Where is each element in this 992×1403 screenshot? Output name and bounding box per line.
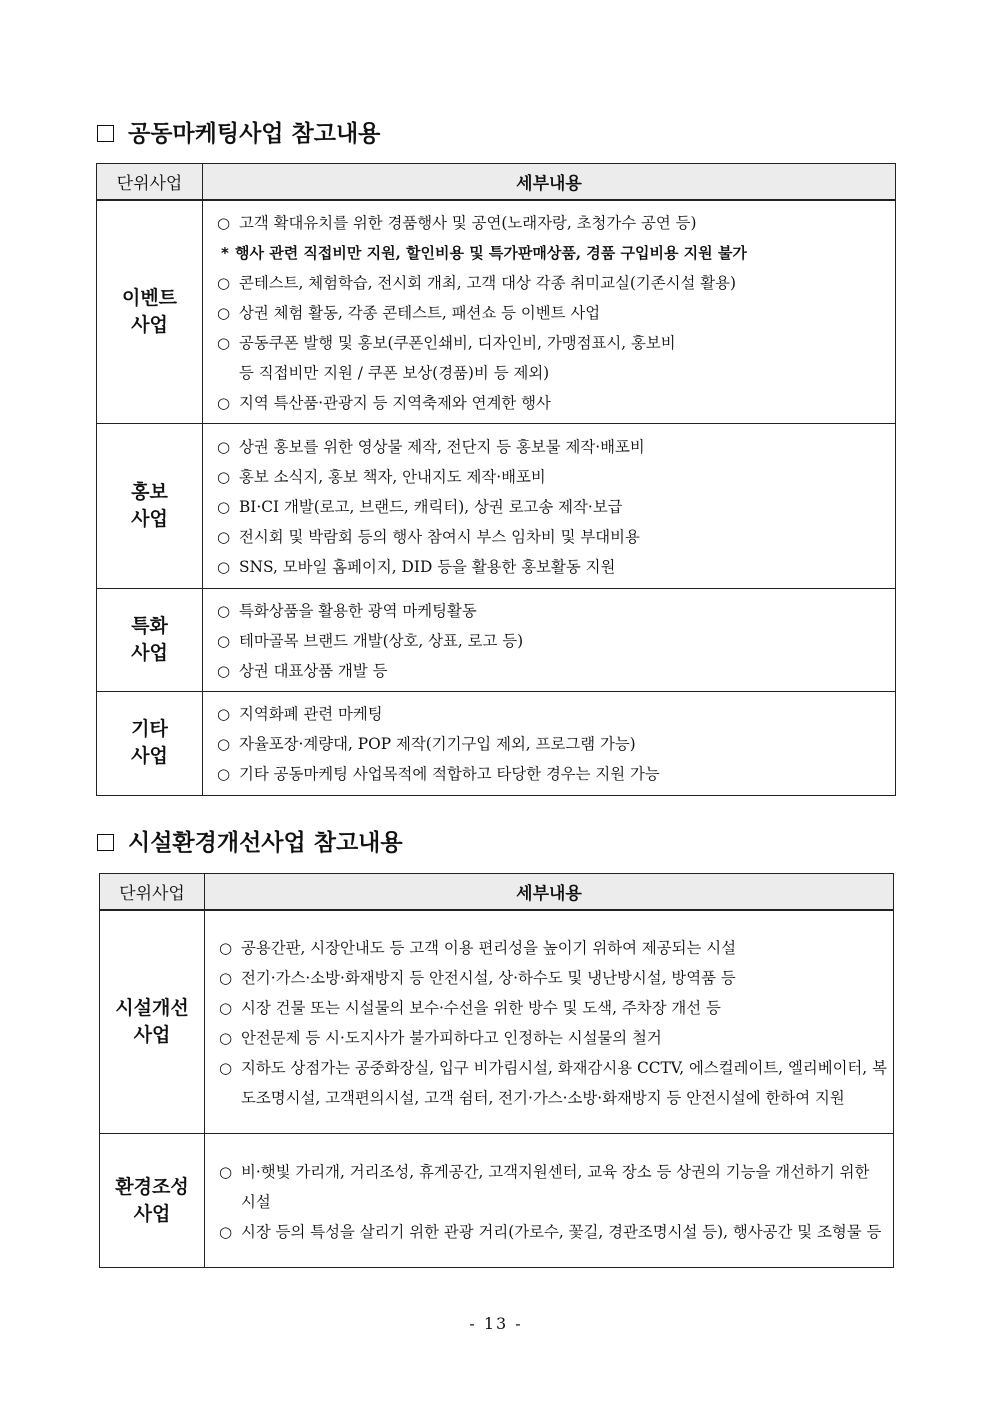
list-item: ○ 전기·가스·소방·화재방지 등 안전시설, 상·하수도 및 냉난방시설, 방역품 등 xyxy=(215,963,887,993)
section-marketing-title: 공동마케팅사업 참고내용 xyxy=(128,121,381,147)
circle-bullet-icon: ○ xyxy=(219,1162,233,1181)
list-item: ○ 홍보 소식지, 홍보 책자, 안내지도 제작·배포비 xyxy=(213,462,889,492)
circle-bullet-icon: ○ xyxy=(217,557,231,576)
circle-bullet-icon: ○ xyxy=(217,273,231,292)
circle-bullet-icon: ○ xyxy=(217,393,231,412)
list-item: ○ 상권 대표상품 개발 등 xyxy=(213,656,889,686)
table-row-special xyxy=(97,588,896,691)
circle-bullet-icon: ○ xyxy=(217,303,231,322)
circle-bullet-icon: ○ xyxy=(217,765,231,783)
circle-bullet-icon: ○ xyxy=(217,705,231,723)
list-item: ○ 비·햇빛 가리개, 거리조성, 휴게공간, 고객지원센터, 교육 장소 등 상권의 기능을 개선하기 위한 시설 xyxy=(215,1157,887,1217)
section-facility-heading xyxy=(97,824,403,857)
circle-bullet-icon: ○ xyxy=(217,631,231,650)
list-item: ○ 공동쿠폰 발행 및 홍보(쿠폰인쇄비, 디자인비, 가맹점표시, 홍보비 xyxy=(213,328,889,358)
category-environment: 환경조성 사업 xyxy=(100,1134,205,1268)
details-promotion xyxy=(203,423,896,588)
marketing-reference-table xyxy=(96,163,896,796)
circle-bullet-icon: ○ xyxy=(219,1222,233,1241)
circle-bullet-icon: ○ xyxy=(217,213,231,232)
list-item: ○ 기타 공동마케팅 사업목적에 적합하고 타당한 경우는 지원 가능 xyxy=(213,759,889,789)
details-special xyxy=(203,588,896,691)
circle-bullet-icon: ○ xyxy=(217,527,231,546)
list-item: ○ 테마골목 브랜드 개발(상호, 상표, 로고 등) xyxy=(213,626,889,656)
details-facility xyxy=(205,910,894,1134)
category-event: 이벤트 사업 xyxy=(97,200,203,424)
header-details: 세부내용 xyxy=(203,164,896,200)
circle-bullet-icon: ○ xyxy=(219,968,233,987)
list-item: ○ BI·CI 개발(로고, 브랜드, 캐릭터), 상권 로고송 제작·보급 xyxy=(213,492,889,522)
list-item: ○ 시장 등의 특성을 살리기 위한 관광 거리(가로수, 꽃길, 경관조명시설 등), 행사공간 및 조형물 등 xyxy=(215,1217,887,1247)
note-item: * 행사 관련 직접비만 지원, 할인비용 및 특가판매상품, 경품 구입비용 지원 불가 xyxy=(213,238,889,268)
section-facility-title: 시설환경개선사업 참고내용 xyxy=(128,830,403,856)
list-item: ○ 지하도 상점가는 공중화장실, 입구 비가림시설, 화재감시용 CCTV, 에스컬레이트, 엘리베이터, 복도조명시설, 고객편의시설, 고객 쉼터, 전기·가스·소방·화재방지 등 안전시설에 한하여 지원 xyxy=(215,1053,887,1113)
circle-bullet-icon: ○ xyxy=(219,938,233,957)
list-item: ○ 지역 특산품·관광지 등 지역축제와 연계한 행사 xyxy=(213,388,889,418)
details-environment xyxy=(205,1134,894,1268)
list-item: ○ 시장 건물 또는 시설물의 보수·수선을 위한 방수 및 도색, 주차장 개선 등 xyxy=(215,993,887,1023)
header-details: 세부내용 xyxy=(205,874,894,910)
list-item: ○ 특화상품을 활용한 광역 마케팅활동 xyxy=(213,596,889,626)
table-row-promotion xyxy=(97,423,896,588)
circle-bullet-icon: ○ xyxy=(217,333,231,352)
list-item: ○ 상권 홍보를 위한 영상물 제작, 전단지 등 홍보물 제작·배포비 xyxy=(213,432,889,462)
circle-bullet-icon: ○ xyxy=(219,1028,233,1047)
circle-bullet-icon: ○ xyxy=(217,601,231,620)
table-row-facility xyxy=(100,910,894,1134)
header-unit: 단위사업 xyxy=(97,164,203,200)
list-item: ○ 콘테스트, 체험학습, 전시회 개최, 고객 대상 각종 취미교실(기존시설 활용) xyxy=(213,268,889,298)
details-other xyxy=(203,691,896,795)
details-event xyxy=(203,200,896,424)
list-item: ○ 상권 체험 활동, 각종 콘테스트, 패션쇼 등 이벤트 사업 xyxy=(213,298,889,328)
list-item: ○ 안전문제 등 시·도지사가 불가피하다고 인정하는 시설물의 철거 xyxy=(215,1023,887,1053)
circle-bullet-icon: ○ xyxy=(219,1058,233,1077)
circle-bullet-icon: ○ xyxy=(217,735,231,753)
circle-bullet-icon: ○ xyxy=(217,661,231,680)
header-unit: 단위사업 xyxy=(100,874,205,910)
section-marketing-heading xyxy=(97,115,380,148)
checkbox-square-icon xyxy=(97,125,114,142)
list-item: ○ SNS, 모바일 홈페이지, DID 등을 활용한 홍보활동 지원 xyxy=(213,552,889,582)
circle-bullet-icon: ○ xyxy=(217,437,231,456)
list-item: ○ 지역화폐 관련 마케팅 xyxy=(213,699,889,729)
category-promotion: 홍보 사업 xyxy=(97,423,203,588)
circle-bullet-icon: ○ xyxy=(217,497,231,516)
facility-reference-table xyxy=(99,873,894,1268)
category-other: 기타 사업 xyxy=(97,691,203,795)
circle-bullet-icon: ○ xyxy=(217,467,231,486)
list-item: ○ 공용간판, 시장안내도 등 고객 이용 편리성을 높이기 위하여 제공되는 시설 xyxy=(215,933,887,963)
circle-bullet-icon: ○ xyxy=(219,998,233,1017)
table-row-other xyxy=(97,691,896,795)
list-item: ○ 고객 확대유치를 위한 경품행사 및 공연(노래자랑, 초청가수 공연 등) xyxy=(213,208,889,238)
page-number: - 13 - xyxy=(469,1314,523,1333)
table-row-event xyxy=(97,200,896,424)
table-row-environment xyxy=(100,1134,894,1268)
list-item: ○ 전시회 및 박람회 등의 행사 참여시 부스 임차비 및 부대비용 xyxy=(213,522,889,552)
category-facility: 시설개선 사업 xyxy=(100,910,205,1134)
list-item: ○ 자율포장·계량대, POP 제작(기기구입 제외, 프로그램 가능) xyxy=(213,729,889,759)
asterisk-note-icon: * xyxy=(221,243,229,262)
category-special: 특화 사업 xyxy=(97,588,203,691)
list-item-continuation: 등 직접비만 지원 / 쿠폰 보상(경품)비 등 제외) xyxy=(239,363,550,382)
checkbox-square-icon xyxy=(97,834,114,851)
